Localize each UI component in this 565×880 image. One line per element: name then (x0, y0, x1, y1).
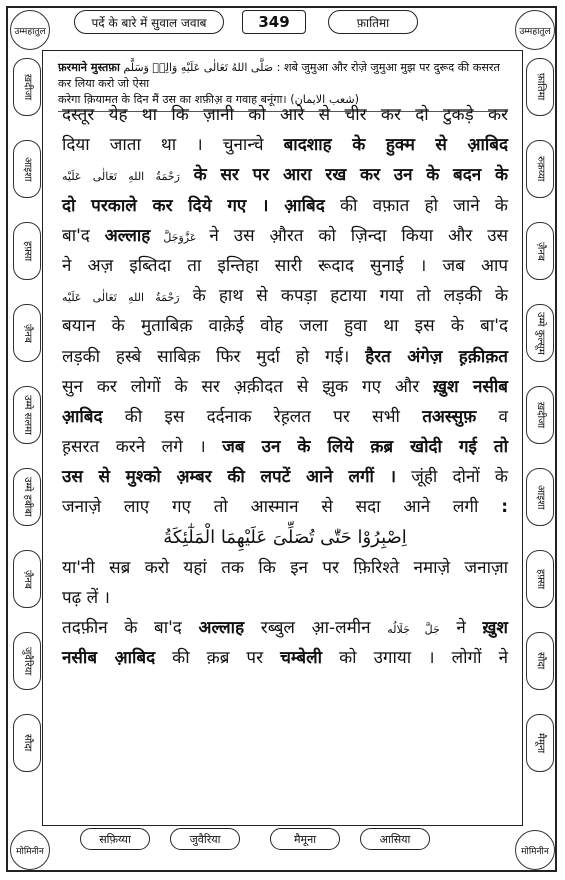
corner-ornament-bottom-left: मोमिनीन (10, 830, 50, 870)
side-tab (526, 58, 554, 116)
text-line: दिया जाता था । चुनान्चे बादशाह के हुक्म से आ़बिद (62, 135, 508, 156)
notice-honorific: صَلَّی اللهُ تَعَالٰی عَلَیْهِ وَالِهٖ وَسَلَّم (123, 61, 274, 74)
side-tab (13, 304, 41, 362)
text-line: दो परकाले कर दिये गए । आ़बिद की वफ़ात हो जाने के (62, 195, 508, 216)
side-tab (526, 632, 554, 690)
side-tab-label: सौदा (22, 734, 33, 752)
text-line: ने अज़ इब्तिदा ता इन्तिहा सारी रूदाद सुनाई । जब आप (62, 255, 508, 276)
corner-ornament-bottom-right: मोमिनीन (515, 830, 555, 870)
text-line: उस से मुश्को अ़म्बर की लपटें आने लगीं । जूंही दोनों के (62, 467, 508, 488)
side-tab (526, 304, 554, 362)
side-tab (13, 550, 41, 608)
side-tab-label: उम्मे हबीबा (22, 477, 33, 517)
side-tab (526, 714, 554, 772)
text-line: नसीब आ़बिद की क़ब्र पर चम्बेली को उगाया । लोगों ने (62, 648, 509, 669)
side-tab-label: ज़ैनब (22, 569, 33, 589)
text-line: رَحْمَةُ اللهِ تَعَالٰی عَلَیْه के सर पर आरा रख कर उन के बदन के (62, 165, 508, 186)
side-tab (526, 468, 554, 526)
text-line: बयान के मुताबिक़ वाक़ेई वोह जला हुवा था इस के बा'द (62, 316, 508, 337)
footer-tab-1: सफ़िय्या (80, 828, 150, 850)
header-section-title: फ़ातिमा (328, 10, 418, 34)
side-tab-label: ज़ैनब (22, 323, 33, 343)
side-tab-label: आइशा (535, 484, 546, 510)
text-line: पढ़ लें । (62, 588, 111, 608)
corner-ornament-top-left: उम्महातुल (10, 10, 50, 50)
body-text (62, 100, 508, 674)
text-line: सुन कर लोगों के सर अ़क़ीदत से झुक गए और ख़ुश नसीब (62, 376, 508, 397)
side-tab-label: हफ़्सा (535, 568, 546, 590)
side-tab (526, 222, 554, 280)
text-line: तदफ़ीन के बा'द अल्लाह रब्बुल आ़-लमीन جَلَّ جَلَالُه ने ख़ुश (62, 618, 508, 639)
text-line: दस्तूर येह था कि ज़ानी को आरे से चीर कर दो टुकड़े कर (62, 105, 508, 125)
corner-ornament-top-right: उम्महातुल (515, 10, 555, 50)
side-tab-label: सौदा (535, 652, 546, 670)
notice-line-1: : शबे जुमुआ और रोज़े जुमुआ मुझ पर दुरूद की कसरत कर लिया करो जो ऐसा (58, 61, 500, 90)
side-tab-label: मैमूना (535, 732, 546, 754)
header-chapter-title: पर्दे के बारे में सुवाल जवाब (74, 10, 224, 34)
text-line: ह़सरत करने लगे । जब उन के लिये क़ब्र खोदी गई तो (62, 437, 508, 458)
side-tab-label: रुक़य्या (535, 156, 546, 182)
side-tab-label: उम्मे कुल्सूम (535, 311, 546, 355)
side-tab (13, 222, 41, 280)
side-tab (526, 550, 554, 608)
side-tab-label: हफ़्सा (22, 240, 33, 262)
side-tab (13, 58, 41, 116)
notice-label: फ़रमाने मुस्तफ़ा (58, 61, 120, 74)
side-tab-label: आइशा (22, 156, 33, 182)
text-line: رَحْمَةُ اللهِ تَعَالٰی عَلَیْه के हाथ से कपड़ा हटाया गया तो लड़की के (62, 286, 509, 307)
side-tab (526, 140, 554, 198)
text-line: बा'द अल्लाह عَزَّوَجَلَّ ने उस औ़रत को ज़िन्दा किया और उस (62, 225, 509, 246)
text-line: जनाज़े लाए गए तो आस्मान से सदा आने लगी : (62, 497, 508, 518)
side-tab (13, 386, 41, 444)
side-tab-label: ज़ैनब (535, 241, 546, 261)
side-tab (13, 714, 41, 772)
footer-tab-4: आसिया (360, 828, 430, 850)
text-line: लड़की हस्बे साबिक़ फिर मुर्दा हो गई। हैरत अंगेज़ ह़क़ीक़त (62, 346, 508, 367)
page-number: 349 (242, 10, 306, 34)
side-tab-label: फ़ातिमा (535, 73, 546, 101)
side-tab-label: जुवैरिया (22, 646, 33, 676)
side-tab-label: ख़दीजा (535, 401, 546, 429)
side-tab (13, 468, 41, 526)
arabic-verse: اِصْبِرُوْا حَتّٰی تُصَلِّیَ عَلَیْهِمَا الْمَلٰٓئِکَةُ (163, 526, 407, 548)
side-tab-label: ख़दीजा (22, 73, 33, 101)
footer-tab-3: मैमूना (270, 828, 340, 850)
text-line: या'नी सब्र करो यहां तक कि इन पर फ़िरिश्ते नमाज़े जनाज़ा (62, 557, 508, 578)
footer-tab-2: जुवैरिया (170, 828, 240, 850)
notice-line-2: करेगा क़ियामत के दिन मैं उस का शफ़ीअ़ व गवाह बनूंगा। (شعب الایمان) (58, 93, 359, 106)
side-tab (526, 386, 554, 444)
side-tab (13, 140, 41, 198)
side-tab-label: उम्मे सलमा (22, 395, 33, 435)
text-line: आ़बिद की इस दर्दनाक रेह़लत पर सभी तअस्सुफ़ व (62, 406, 508, 427)
side-tab (13, 632, 41, 690)
